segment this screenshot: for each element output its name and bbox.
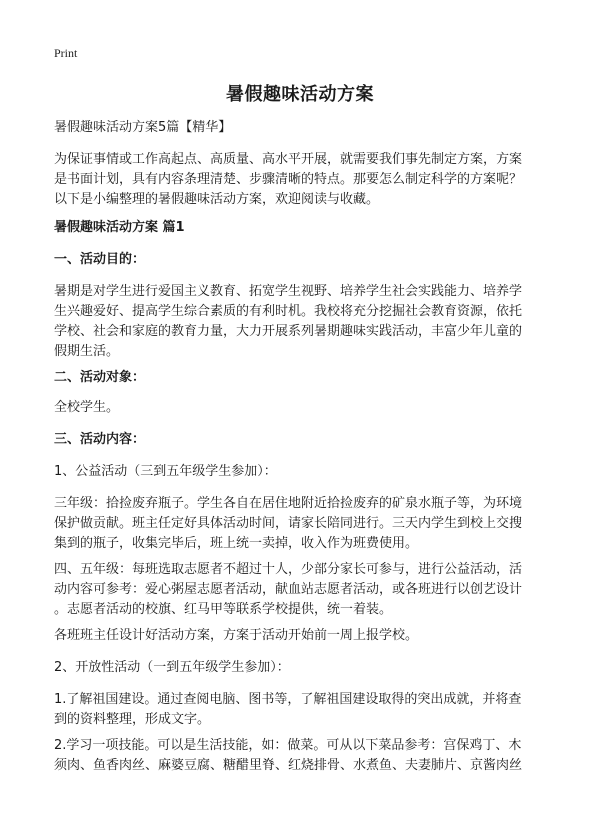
subtitle-text: 暑假趣味活动方案5篇【精华】 [54,120,232,135]
goal-line: 假期生活。 [54,344,120,359]
heading-target-text: 二、活动对象： [54,370,146,385]
item2-2-paragraph [54,736,548,776]
item2-2-line: 2.学习一项技能。可以是生活技能，如：做菜。可从以下菜品参考：宫保鸡丁、木 [54,738,522,753]
teacher-note-text: 各班班主任设计好活动方案，方案于活动开始前一周上报学校。 [54,628,419,643]
item2-title-text: 2、开放性活动（一到五年级学生参加）： [54,660,290,675]
heading-goal [54,250,548,270]
section-heading [54,218,548,238]
intro-line: 以下是小编整理的暑假趣味活动方案，欢迎阅读与收藏。 [54,192,380,207]
goal-line: 暑期是对学生进行爱国主义教育、拓宽学生视野、培养学生社会实践能力、培养学 [54,284,523,299]
grade3-line: 集到的瓶子，收集完毕后，班上统一卖掉，收入作为班费使用。 [54,536,419,551]
target-paragraph [54,398,548,418]
item1-title [54,462,548,482]
grade3-line: 保护做贡献。班主任定好具体活动时间，请家长陪同进行。三天内学生到校上交搜 [54,516,523,531]
page-title: 暑假趣味活动方案 [226,84,374,105]
item2-2-line: 须肉、鱼香肉丝、麻婆豆腐、糖醋里脊、红烧排骨、水煮鱼、夫妻肺片、京酱肉丝 [54,758,523,773]
goal-line: 生兴趣爱好、提高学生综合素质的有利时机。我校将充分挖掘社会教育资源，依托 [54,304,523,319]
grade45-line: 。志愿者活动的校旗、红马甲等联系学校提供，统一着装。 [54,602,393,617]
item2-1-paragraph [54,690,548,730]
heading-target [54,368,548,388]
heading-content [54,430,548,450]
section-heading-text: 暑假趣味活动方案 篇1 [54,220,185,235]
grade3-paragraph [54,494,548,554]
grade45-line: 四、五年级：每班选取志愿者不超过十人，少部分家长可参与，进行公益活动，活 [54,562,523,577]
teacher-note [54,626,548,646]
heading-content-text: 三、活动内容： [54,432,146,447]
intro-line: 为保证事情或工作高起点、高质量、高水平开展，就需要我们事先制定方案，方案 [54,152,523,167]
grade45-line: 动内容可参考：爱心粥屋志愿者活动，献血站志愿者活动，或各班进行以创艺设计 [54,582,523,597]
intro-line: 是书面计划，具有内容条理清楚、步骤清晰的特点。那要怎么制定科学的方案呢？ [54,172,523,187]
subtitle [54,118,548,138]
goal-line: 学校、社会和家庭的教育力量，大力开展系列暑期趣味实践活动，丰富少年儿童的 [54,324,523,339]
heading-goal-text: 一、活动目的： [54,252,146,267]
item2-1-line: 1.了解祖国建设。通过查阅电脑、图书等，了解祖国建设取得的突出成就，并将查 [54,692,522,707]
print-label[interactable]: Print [54,46,78,60]
grade3-line: 三年级：拾捡废弃瓶子。学生各自在居住地附近拾捡废弃的矿泉水瓶子等，为环境 [54,496,523,511]
goal-paragraph [54,282,548,362]
intro-paragraph [54,150,548,210]
item2-title [54,658,548,678]
grade45-paragraph [54,560,548,620]
target-text: 全校学生。 [54,400,120,415]
item2-1-line: 到的资料整理，形成文字。 [54,712,211,727]
item1-title-text: 1、公益活动（三到五年级学生参加）： [54,464,277,479]
